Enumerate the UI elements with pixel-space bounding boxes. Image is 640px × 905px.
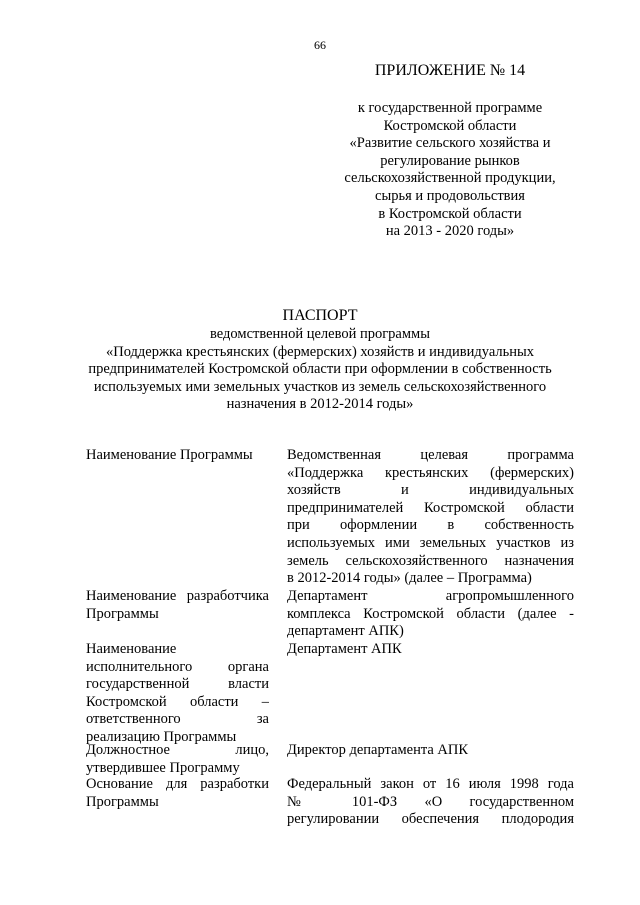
row-label-line: Программы <box>86 605 159 622</box>
row-value-line: «Поддержка крестьянских (фермерских) <box>287 464 574 481</box>
appendix-ref-line: на 2013 - 2020 годы» <box>385 223 515 240</box>
row-value-line: комплекса Костромской области (далее - <box>287 605 574 622</box>
row-label <box>86 588 269 623</box>
row-value <box>287 447 574 588</box>
row-value-line: Директор департамента АПК <box>287 742 469 758</box>
passport-heading: ПАСПОРТ <box>282 307 358 324</box>
appendix-reference <box>320 100 580 241</box>
row-label <box>86 776 269 811</box>
passport-title-block <box>60 306 580 414</box>
row-value <box>287 776 574 829</box>
row-label <box>86 641 269 747</box>
appendix-ref-line: регулирование рынков <box>380 152 520 169</box>
row-value <box>287 588 574 641</box>
appendix-ref-line: сельскохозяйственной продукции, <box>344 170 556 187</box>
passport-title-line: предпринимателей Костромской области при оформлении в собственность <box>88 361 552 378</box>
appendix-title: ПРИЛОЖЕНИЕ № 14 <box>374 62 526 79</box>
page-number: 66 <box>314 38 326 52</box>
row-label-line: исполнительного органа <box>86 658 269 675</box>
appendix-ref-line: в Костромской области <box>378 205 522 222</box>
row-value-line: департамент АПК) <box>287 623 404 640</box>
row-value-line: регулировании обеспечения плодородия <box>287 811 574 828</box>
row-label-line: ответственного за <box>86 711 269 728</box>
row-label <box>86 742 269 777</box>
row-label <box>86 447 269 465</box>
passport-title-line: «Поддержка крестьянских (фермерских) хозяйств и индивидуальных <box>105 343 534 360</box>
row-label-line: Основание для разработки <box>86 776 269 792</box>
row-value-line: предпринимателей Костромской области <box>287 499 574 516</box>
row-value <box>287 742 574 760</box>
row-value-line: при оформлении в собственность <box>287 517 574 534</box>
appendix-ref-line: к государственной программе <box>357 100 543 116</box>
passport-title-line: используемых ими земельных участков из земель сельскохозяйственного <box>93 378 547 395</box>
row-label-line: Должностное лицо, <box>86 742 269 758</box>
row-value-line: земель сельскохозяйственного назначения <box>287 552 574 569</box>
row-label-line: Наименование Программы <box>86 447 253 463</box>
appendix-ref-line: Костромской области <box>383 117 517 134</box>
row-label-line: утвердившее Программу <box>86 759 240 776</box>
row-value-line: Ведомственная целевая программа <box>287 447 574 463</box>
row-value-line: в 2012-2014 годы» (далее – Программа) <box>287 570 532 587</box>
row-value-line: хозяйств и индивидуальных <box>287 482 574 499</box>
row-label-line: Костромской области – <box>86 693 269 710</box>
row-label-line: Наименование <box>86 641 177 657</box>
row-value-line: используемых ими земельных участков из <box>287 534 574 551</box>
row-value-line: № 101-ФЗ «О государственном <box>287 793 574 810</box>
row-label-line: Программы <box>86 793 159 810</box>
row-value-line: Департамент АПК <box>287 641 402 657</box>
row-value <box>287 641 574 659</box>
row-label-line: государственной власти <box>86 676 269 693</box>
row-label-line: Наименование разработчика <box>86 588 269 604</box>
appendix-ref-line: сырья и продовольствия <box>375 187 525 204</box>
row-label-line: реализацию Программы <box>86 728 237 745</box>
appendix-ref-line: «Развитие сельского хозяйства и <box>349 135 551 152</box>
passport-title-line: назначения в 2012-2014 годы» <box>226 396 414 413</box>
passport-title-line: ведомственной целевой программы <box>210 326 430 342</box>
row-value-line: Федеральный закон от 16 июля 1998 года <box>287 776 574 792</box>
row-value-line: Департамент агропромышленного <box>287 588 574 604</box>
